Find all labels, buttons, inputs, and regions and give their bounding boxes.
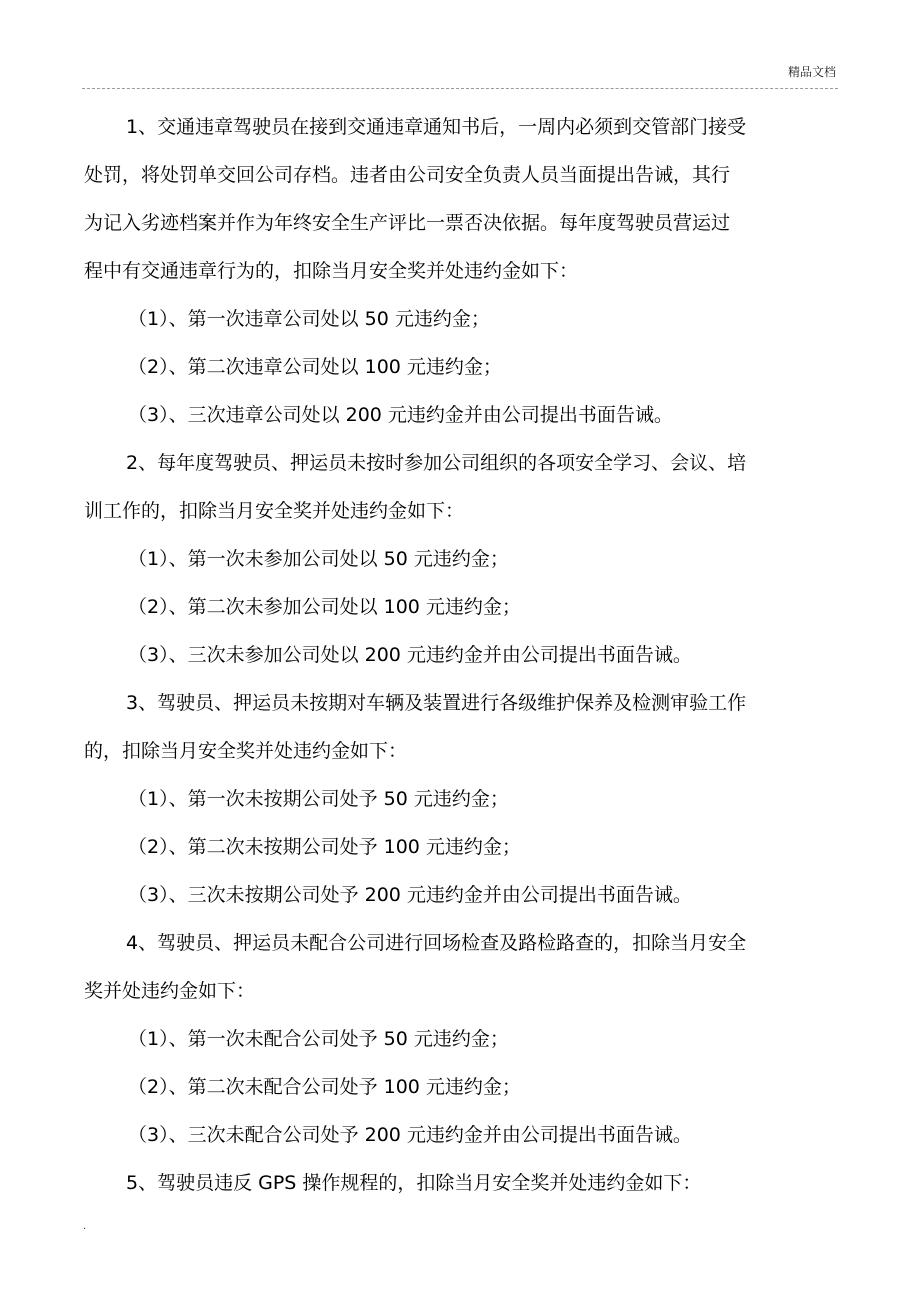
paragraph-start: 4、驾驶员、押运员未配合公司进行回场检查及路检路查的，扣除当月安全 [126, 932, 747, 954]
paragraph-start: 5、驾驶员违反 GPS 操作规程的，扣除当月安全奖并处违约金如下： [126, 1172, 702, 1194]
list-item: （1）、第一次未配合公司处予 50 元违约金； [128, 1028, 509, 1050]
list-item: （2）、第二次未参加公司处以 100 元违约金； [128, 596, 521, 618]
paragraph-start: 2、每年度驾驶员、押运员未按时参加公司组织的各项安全学习、会议、培 [126, 452, 747, 474]
list-item: （3）、三次未按期公司处予 200 元违约金并由公司提出书面告诫。 [128, 884, 692, 906]
document-body [84, 103, 790, 1207]
list-item: （3）、三次未配合公司处予 200 元违约金并由公司提出书面告诫。 [128, 1124, 692, 1146]
footer-mark: . [83, 1221, 87, 1232]
list-item: （2）、第二次未按期公司处予 100 元违约金； [128, 836, 521, 858]
paragraph-line: 训工作的，扣除当月安全奖并处违约金如下： [84, 500, 465, 522]
paragraph-start: 3、驾驶员、押运员未按期对车辆及装置进行各级维护保养及检测审验工作 [126, 692, 747, 714]
list-item: （1）、第一次违章公司处以 50 元违约金； [128, 308, 490, 330]
list-item: （3）、三次违章公司处以 200 元违约金并由公司提出书面告诫。 [128, 404, 673, 426]
list-item: （2）、第二次未配合公司处予 100 元违约金； [128, 1076, 521, 1098]
list-item: （3）、三次未参加公司处以 200 元违约金并由公司提出书面告诫。 [128, 644, 692, 666]
list-item: （1）、第一次未按期公司处予 50 元违约金； [128, 788, 509, 810]
list-item: （2）、第二次违章公司处以 100 元违约金； [128, 356, 502, 378]
paragraph-start: 1、交通违章驾驶员在接到交通违章通知书后，一周内必须到交管部门接受 [126, 116, 747, 138]
paragraph-line: 的，扣除当月安全奖并处违约金如下： [84, 740, 408, 762]
page-header-label: 精品文档 [787, 65, 836, 79]
paragraph-line: 处罚，将处罚单交回公司存档。违者由公司安全负责人员当面提出告诫，其行 [84, 164, 731, 186]
paragraph-line: 奖并处违约金如下： [84, 980, 256, 1002]
list-item: （1）、第一次未参加公司处以 50 元违约金； [128, 548, 509, 570]
paragraph-line: 程中有交通违章行为的，扣除当月安全奖并处违约金如下： [84, 260, 579, 282]
paragraph-line: 为记入劣迹档案并作为年终安全生产评比一票否决依据。每年度驾驶员营运过 [84, 212, 731, 234]
header-divider [82, 88, 838, 89]
